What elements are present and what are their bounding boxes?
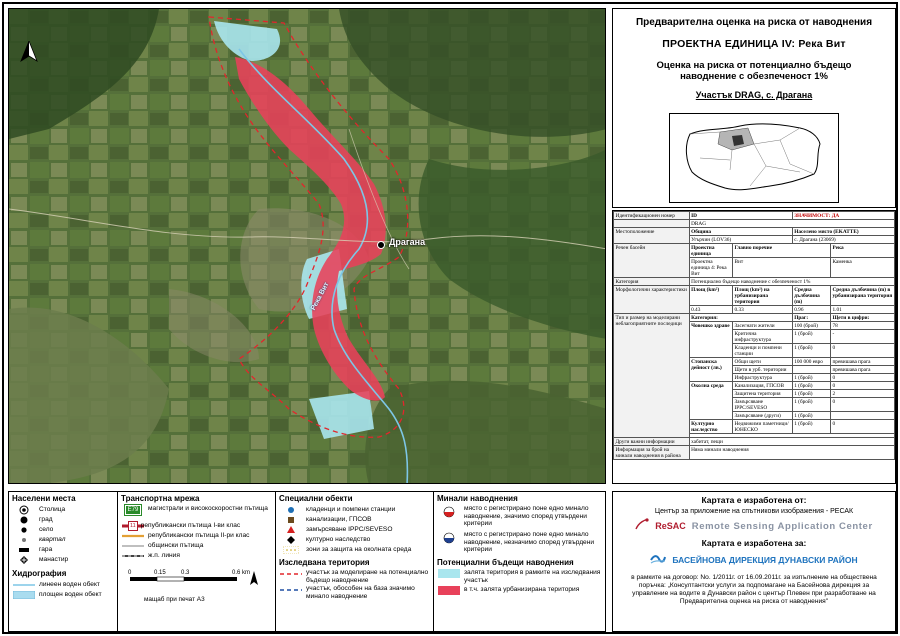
legend-item-significant-past-flood: място с регистрирано поне едно минало наводнение, значимо според утвърдени критерии bbox=[438, 505, 605, 531]
legend-item-past-flood-section: участък, обособен на база значимо минало наводнение bbox=[280, 585, 433, 601]
scale-unit: km bbox=[242, 570, 250, 576]
area-value: 0.43 bbox=[689, 306, 732, 314]
capital-icon bbox=[13, 506, 35, 515]
significance-badge: ЗНАЧИМОСТ: ДА bbox=[792, 212, 894, 220]
legend-item-capital: Столица bbox=[13, 505, 117, 515]
legend-item-village: село bbox=[13, 525, 117, 535]
urban-area-value: 0.33 bbox=[733, 306, 793, 314]
legend-item-insignificant-past-flood: място с регистрирано поне едно минало наводнение, незначимо според утвърдени критерии bbox=[438, 531, 605, 557]
wave-logo-icon bbox=[650, 551, 666, 569]
resac-logo-row bbox=[613, 517, 895, 535]
id-label: Идентификационен номер bbox=[614, 212, 690, 220]
legend-item-wells: кладенци и помпени станции bbox=[280, 505, 433, 515]
resac-logo: ReSAC bbox=[655, 521, 686, 531]
damage-row-value: превишава прага bbox=[830, 366, 894, 374]
protected-zone-icon bbox=[280, 546, 302, 555]
damage-values-header: Щети в цифри: bbox=[830, 314, 894, 322]
damage-row-threshold: 1 (брой) bbox=[792, 344, 830, 358]
info-table-panel bbox=[612, 210, 896, 484]
main-river-header: Главно поречие bbox=[733, 244, 831, 258]
obshtina-header: Община bbox=[689, 228, 792, 236]
obshtina-value: Угърчин (LOV36) bbox=[689, 236, 792, 244]
id-value: DRAG bbox=[689, 220, 894, 228]
legend-settlements bbox=[9, 492, 117, 631]
legend-heading: Населени места bbox=[12, 494, 76, 503]
legend-item-flooded-urban: в т.ч. залята урбанизирана територия bbox=[438, 585, 605, 595]
road-number-badge: 11 bbox=[130, 523, 136, 529]
other-info-value: хабитат, пещи bbox=[689, 438, 894, 446]
category-label: Категория bbox=[614, 278, 690, 286]
heritage-icon bbox=[280, 536, 302, 545]
legend-item-railway: ж.п. линия bbox=[122, 551, 275, 561]
legend-item-road-class-1: 11 републикански пътища I-ви клас bbox=[122, 521, 275, 531]
project-unit-title: ПРОЕКТНА ЕДИНИЦА IV: Река Вит bbox=[662, 38, 846, 50]
bdr-name: БАСЕЙНОВА ДИРЕКЦИЯ ДУНАВСКИ РАЙОН bbox=[672, 555, 858, 565]
scale-tick-label: 0.15 bbox=[154, 570, 166, 576]
made-for-heading: Картата е изработена за: bbox=[701, 538, 807, 548]
motorway-badge-icon: E79 bbox=[122, 505, 144, 514]
damage-row-value: 0 bbox=[830, 344, 894, 358]
damage-row-value: 2 bbox=[830, 390, 894, 398]
significant-flood-icon bbox=[438, 505, 460, 519]
legend-special-objects bbox=[275, 492, 433, 631]
municipal-road-icon bbox=[122, 542, 144, 551]
sewage-icon bbox=[280, 516, 302, 525]
past-floods-value: Няма минали наводнения bbox=[689, 446, 894, 460]
scale-north-icon bbox=[250, 571, 258, 585]
railway-icon bbox=[122, 552, 144, 561]
legend-item-model-section: участък за моделиране на потенциално бъдещо наводнение bbox=[280, 569, 433, 585]
damage-row-value: 0 bbox=[830, 374, 894, 382]
area-header: Площ (km²) bbox=[689, 286, 732, 306]
village-icon bbox=[13, 526, 35, 535]
legend-floods bbox=[433, 492, 605, 631]
category-value: Потенциално бъдещо наводнение с обезпеченост 1% bbox=[689, 278, 894, 286]
damage-row-threshold bbox=[792, 366, 830, 374]
damage-row-name: Канализация, ГПСОВ bbox=[733, 382, 793, 390]
linear-water-icon bbox=[13, 581, 35, 590]
center-name: Център за приложение на спътникови изображения - РЕСАК bbox=[654, 508, 854, 515]
main-title: Предварителна оценка на риска от наводнения bbox=[635, 17, 873, 28]
legend-item-road-class-2: републикански пътища II-ри клас bbox=[122, 531, 275, 541]
legend-item-station: гара bbox=[13, 545, 117, 555]
other-info-label: Други важни информации bbox=[614, 438, 690, 446]
title-panel bbox=[612, 8, 896, 208]
category-header: Категория: bbox=[689, 314, 792, 322]
economic-label: Стопанска дейност (лв.) bbox=[689, 358, 732, 382]
scale-tick-label: 0 bbox=[128, 570, 132, 576]
urban-area-header: Площ (km²) на урбанизирана територия bbox=[733, 286, 793, 306]
damage-row-name: Засегнати жители bbox=[733, 322, 793, 330]
place-label: Драгана bbox=[389, 237, 426, 247]
resac-full-name: Remote Sensing Application Center bbox=[691, 520, 873, 532]
flooded-urban-icon bbox=[438, 586, 460, 595]
map-canvas bbox=[9, 9, 606, 484]
id-column: ID bbox=[689, 212, 792, 220]
legend-item-monastery: манастир bbox=[13, 555, 117, 565]
morph-label: Морфологични характеристики bbox=[614, 286, 690, 314]
legend-item-sewage: канализации, ГПСОВ bbox=[280, 515, 433, 525]
scale-tick-label: 0.6 bbox=[232, 570, 241, 576]
road-class-2-icon bbox=[122, 532, 144, 541]
satellite-icon bbox=[635, 517, 649, 535]
river-header: Река bbox=[830, 244, 894, 258]
legend-item-municipal-road: общински пътища bbox=[122, 541, 275, 551]
credits-panel bbox=[612, 491, 896, 632]
damage-row-name: Замърсяване IPPC/SEVESO bbox=[733, 398, 793, 412]
damage-row-value: - bbox=[830, 330, 894, 344]
damage-row-threshold: 1 (брой) bbox=[792, 420, 830, 434]
contract-text: в рамките на договор: No. 1/2011г. от 16.09.2011г. за изпълнение на обществена поръчка: „Консултантски услуги за подпомагане на Басейнова дирекция за управление на водите в Дунавски район с център Плевен при разработване на Предварителна оценка на риска от наводнения" bbox=[631, 574, 877, 605]
legend-heading: Хидрография bbox=[12, 569, 67, 578]
damage-row-threshold: 1 (брой) bbox=[792, 390, 830, 398]
past-floods-label: Информация за брой на минали наводнения в района bbox=[614, 446, 690, 460]
basin-label: Речен басейн bbox=[614, 244, 690, 278]
damage-row-name: Недвижими паметници/ЮНЕСКО bbox=[733, 420, 793, 434]
legend-transport bbox=[117, 492, 275, 631]
culture-label: Културно наследство bbox=[689, 420, 732, 434]
damage-row-value bbox=[830, 412, 894, 420]
avg-depth-urban-value: 1.01 bbox=[830, 306, 894, 314]
main-river-value: Вит bbox=[733, 258, 831, 278]
damage-row-threshold: 1 (брой) bbox=[792, 398, 830, 412]
naseleno-header: Населено място (EKATTE) bbox=[792, 228, 894, 236]
damage-row-threshold: 100 000 евро bbox=[792, 358, 830, 366]
damage-row-name: Инфраструктура bbox=[733, 374, 793, 382]
map-sheet bbox=[2, 2, 898, 634]
legend-item-linear-water: линеен воден обект bbox=[13, 580, 117, 590]
health-label: Човешко здраве bbox=[689, 322, 732, 358]
made-by-heading: Картата е изработена от: bbox=[701, 495, 807, 505]
damage-row-name: Защитена територия bbox=[733, 390, 793, 398]
village-marker[interactable] bbox=[378, 242, 385, 249]
pollution-icon bbox=[280, 526, 302, 535]
insignificant-flood-icon bbox=[438, 531, 460, 545]
legend-heading: Специални обекти bbox=[279, 494, 353, 503]
area-water-icon bbox=[13, 591, 35, 600]
legend-item-heritage: културно наследство bbox=[280, 535, 433, 545]
section-title: Участък DRAG, с. Драгана bbox=[695, 90, 813, 100]
monastery-icon bbox=[13, 556, 35, 565]
damage-row-name: Щети в урб. територии bbox=[733, 366, 793, 374]
legend-heading: Транспортна мрежа bbox=[121, 494, 200, 503]
legend-item-protected-zones: зони за защита на околната среда bbox=[280, 545, 433, 555]
damage-row-value: 0 bbox=[830, 420, 894, 434]
damage-row-threshold: 1 (брой) bbox=[792, 374, 830, 382]
flooded-area-icon bbox=[438, 569, 460, 578]
legend-item-motorway: E79 магистрали и високоскоростни пътища bbox=[122, 505, 275, 521]
avg-depth-value: 0.96 bbox=[792, 306, 830, 314]
damage-row-name: Кладенци и помпени станции bbox=[733, 344, 793, 358]
scale-caption: мащаб при печат A3 bbox=[144, 596, 205, 603]
damage-row-threshold: 100 (брой) bbox=[792, 322, 830, 330]
environment-label: Околна среда bbox=[689, 382, 732, 420]
damage-row-value: 0 bbox=[830, 382, 894, 390]
scale-bar bbox=[126, 567, 275, 594]
avg-depth-urban-header: Средна дълбочина (m) в урбанизирана територия bbox=[830, 286, 894, 306]
quarter-icon bbox=[13, 536, 35, 545]
damage-row-name: Замърсяване (други) bbox=[733, 412, 793, 420]
location-label: Местоположение bbox=[614, 228, 690, 244]
damage-row-threshold: 1 (брой) bbox=[792, 330, 830, 344]
damage-row-threshold: 1 (брой) bbox=[792, 412, 830, 420]
legend-item-quarter: квартал bbox=[13, 535, 117, 545]
station-icon bbox=[13, 546, 35, 555]
north-arrow-icon bbox=[19, 41, 39, 63]
info-table bbox=[613, 211, 895, 460]
damage-label: Тип и размер на моделирани неблагоприятните последици bbox=[614, 314, 690, 438]
legend-item-area-water: площен воден обект bbox=[13, 590, 117, 600]
inset-map-bulgaria bbox=[669, 113, 839, 203]
damage-row-name: Критична инфраструктура bbox=[733, 330, 793, 344]
scale-tick-label: 0.3 bbox=[181, 570, 190, 576]
legend-item-town: град bbox=[13, 515, 117, 525]
legend-item-flooded-area: залята територия в рамките на изследвания участък bbox=[438, 569, 605, 585]
naseleno-value: с. Драгана (23069) bbox=[792, 236, 894, 244]
well-icon bbox=[280, 506, 302, 515]
damage-row-value: превишава прага bbox=[830, 358, 894, 366]
town-icon bbox=[13, 516, 35, 525]
legend-heading: Потенциални бъдещи наводнения bbox=[437, 558, 574, 567]
unit-header: Проектна единица bbox=[689, 244, 732, 258]
model-section-icon bbox=[280, 569, 302, 578]
damage-row-name: Общи щети bbox=[733, 358, 793, 366]
damage-row-threshold: 1 (брой) bbox=[792, 382, 830, 390]
damage-row-value: 78 bbox=[830, 322, 894, 330]
river-label: Река Вит bbox=[310, 281, 331, 312]
legend-heading: Изследвана територия bbox=[279, 558, 370, 567]
threshold-header: Праг: bbox=[792, 314, 830, 322]
river-value: Каменка bbox=[830, 258, 894, 278]
legend-heading: Минали наводнения bbox=[437, 494, 518, 503]
damage-row-value: 0 bbox=[830, 398, 894, 412]
map-legend bbox=[8, 491, 606, 632]
flood-map[interactable] bbox=[8, 8, 606, 484]
legend-item-pollution: замърсяване IPPC/SEVESO bbox=[280, 525, 433, 535]
past-flood-section-icon bbox=[280, 585, 302, 594]
bdr-logo-row bbox=[613, 551, 895, 569]
unit-value: Проектна единица 4: Река Вит bbox=[689, 258, 732, 278]
assessment-title: Оценка на риска от потенциално бъдещо наводнение с обезпеченост 1% bbox=[656, 60, 852, 82]
avg-depth-header: Средна дълбочина (m) bbox=[792, 286, 830, 306]
